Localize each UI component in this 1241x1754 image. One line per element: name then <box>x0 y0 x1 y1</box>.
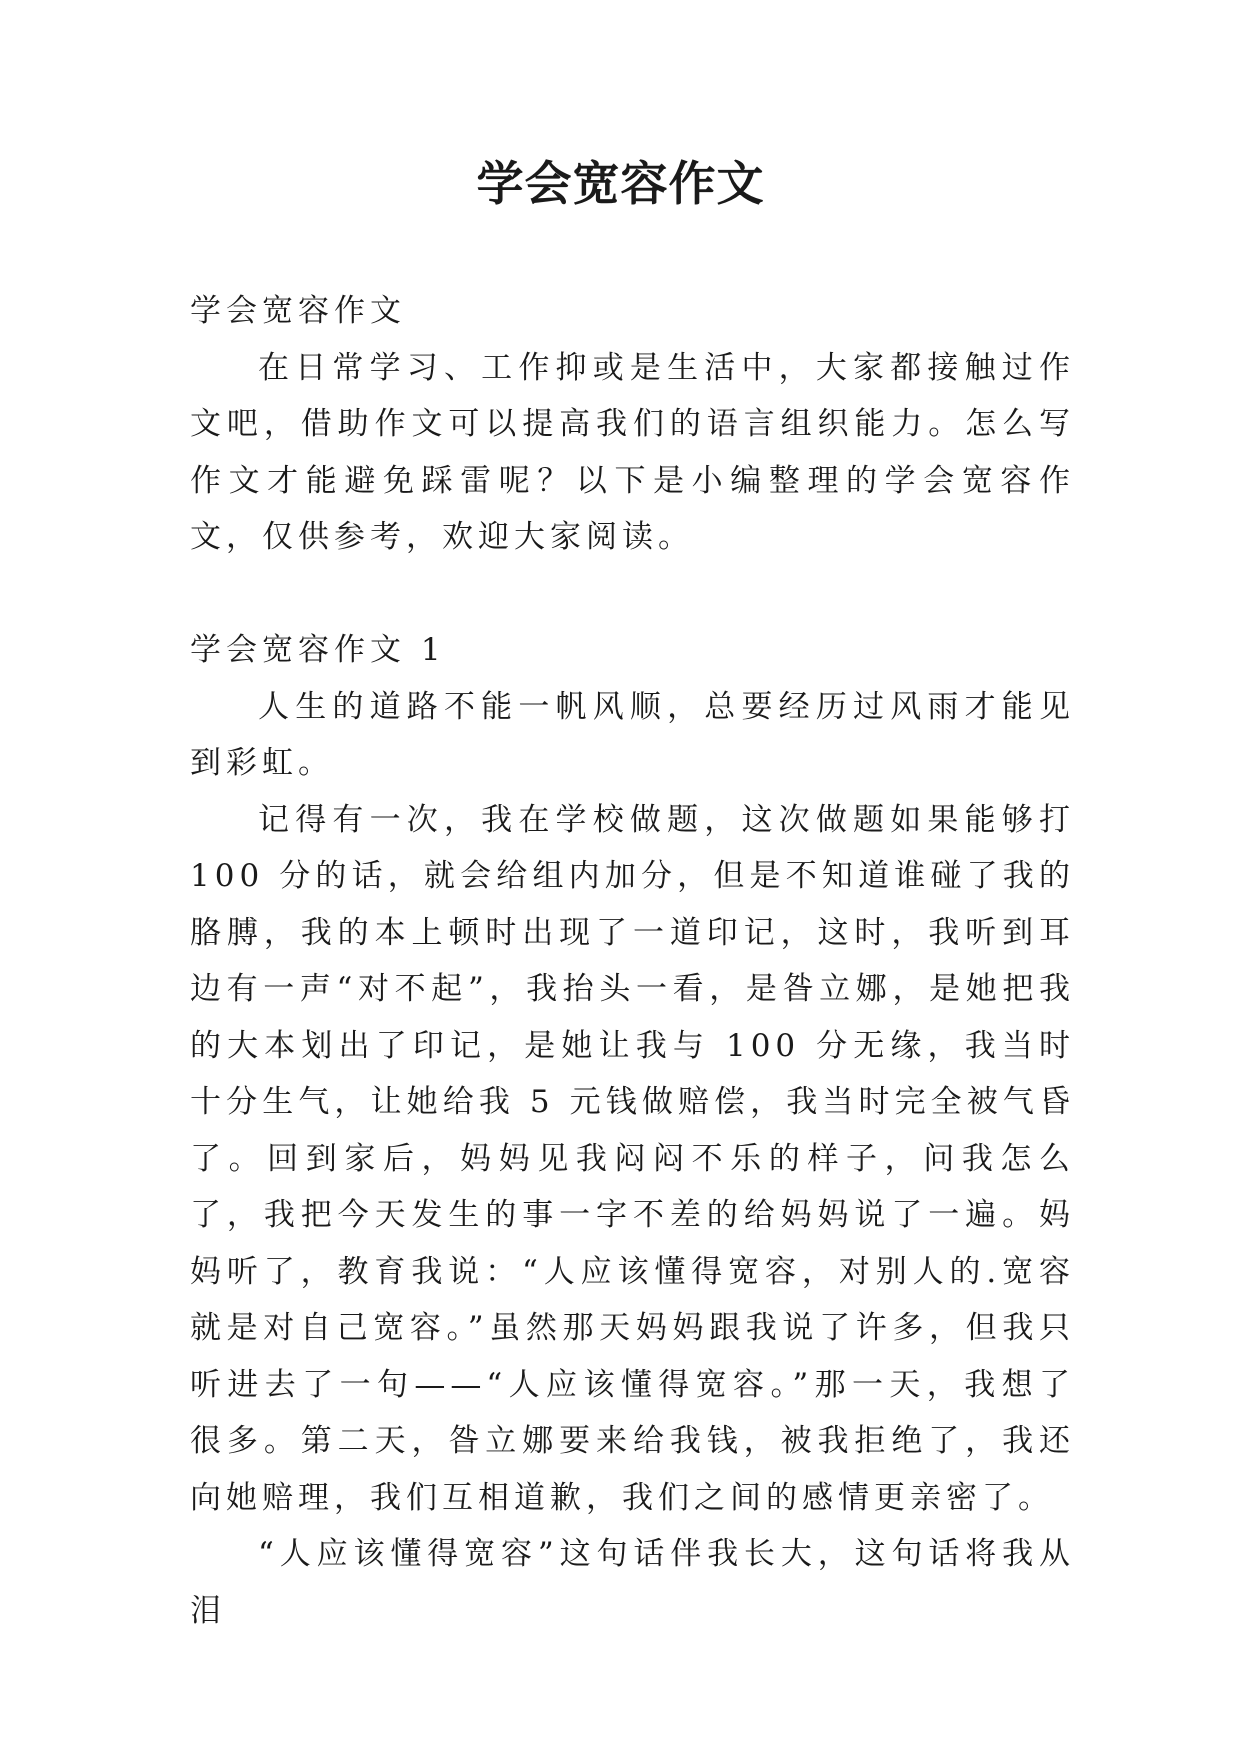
section-spacer <box>190 566 1075 623</box>
body-paragraph-2: 记得有一次，我在学校做题，这次做题如果能够打 100 分的话，就会给组内加分，但是不知道谁碰了我的胳膊，我的本上顿时出现了一道印记，这时，我听到耳边有一声“对不起”，我抬头一看，是昝立娜，是她把我的大本划出了印记，是她让我与 100 分无缘，我当时十分生气，让她给我 5 元钱做赔偿，我当时完全被气昏了。回到家后，妈妈见我闷闷不乐的样子，问我怎么了，我把今天发生的事一字不差的给妈妈说了一遍。妈妈听了，教育我说：“人应该懂得宽容，对别人的.宽容就是对自己宽容。”虽然那天妈妈跟我说了许多，但我只听进去了一句——“人应该懂得宽容。”那一天，我想了很多。第二天，昝立娜要来给我钱，被我拒绝了，我还向她赔理，我们互相道歉，我们之间的感情更亲密了。 <box>190 801 1075 1516</box>
section-heading: 学会宽容作文 1 <box>190 632 446 668</box>
document-body <box>190 283 1075 1639</box>
body-paragraph-1: 人生的道路不能一帆风顺，总要经历过风雨才能见到彩虹。 <box>190 688 1075 781</box>
body-paragraph-3: “人应该懂得宽容”这句话伴我长大，这句话将我从泪 <box>190 1536 1075 1629</box>
intro-paragraph: 在日常学习、工作抑或是生活中，大家都接触过作文吧，借助作文可以提高我们的语言组织能力。怎么写作文才能避免踩雷呢？以下是小编整理的学会宽容作文，仅供参考，欢迎大家阅读。 <box>190 349 1075 555</box>
document-title: 学会宽容作文 <box>476 157 765 212</box>
document-subtitle: 学会宽容作文 <box>190 293 406 329</box>
